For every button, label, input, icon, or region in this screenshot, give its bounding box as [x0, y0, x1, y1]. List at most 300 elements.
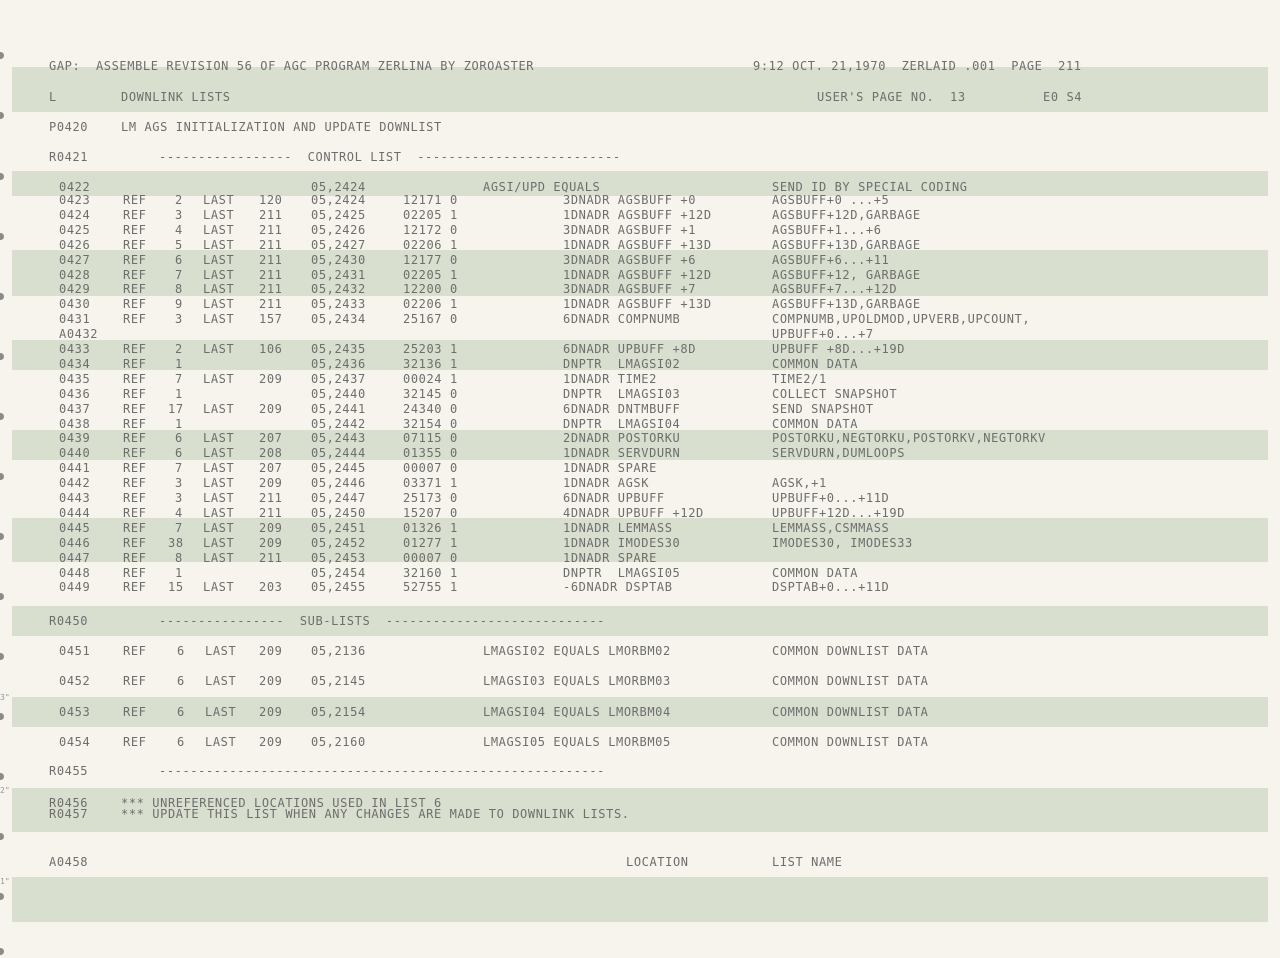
address: 05,2446 [311, 476, 366, 491]
instruction: DNPTR LMAGSI03 [563, 386, 681, 401]
ref-count: 6 [177, 704, 185, 719]
instruction: 6DNADR UPBUFF [563, 491, 665, 505]
listing-row [0, 357, 1280, 371]
last-page: 157 [259, 312, 283, 327]
address: 05,2433 [311, 297, 366, 312]
comment: DSPTAB+0...+11D [772, 580, 890, 595]
listing-row [0, 536, 1280, 550]
instruction: 1DNADR AGSBUFF +12D [563, 267, 712, 282]
comment: AGSBUFF+7...+12D [772, 282, 898, 297]
line-id: 0454 [59, 734, 91, 749]
listing-row [0, 551, 1280, 565]
octal-code: 00007 0 [403, 550, 458, 565]
ref-label: REF [123, 371, 147, 386]
comment: SEND ID BY SPECIAL CODING [772, 180, 968, 194]
margin-mark: 2" [0, 786, 10, 795]
octal-code: 00007 0 [403, 461, 458, 476]
note-text: *** UNREFERENCED LOCATIONS USED IN LIST 6 [121, 796, 442, 810]
ref-count: 3 [175, 491, 183, 505]
last-label: LAST [203, 222, 235, 237]
comment: AGSBUFF+0 ...+5 [772, 193, 890, 207]
margin-mark: 3" [0, 693, 10, 702]
last-page: 211 [259, 252, 283, 267]
ref-label: REF [123, 386, 147, 401]
last-label: LAST [205, 644, 237, 658]
sublist-row [0, 674, 1280, 688]
octal-code: 02205 1 [403, 267, 458, 282]
address: 05,2441 [311, 401, 366, 416]
line-id: R0456 [49, 796, 89, 810]
ref-count: 6 [175, 252, 183, 267]
ref-count: 6 [177, 644, 185, 658]
ref-label: REF [123, 644, 147, 658]
octal-code: 32145 0 [403, 386, 458, 401]
octal-code: 02206 1 [403, 237, 458, 252]
instruction: 1DNADR SPARE [563, 550, 657, 565]
comment: TIME2/1 [772, 371, 827, 386]
last-page: 207 [259, 461, 283, 476]
last-label: LAST [203, 520, 235, 535]
octal-code: 12200 0 [403, 282, 458, 297]
last-label: LAST [203, 401, 235, 416]
last-page: 209 [259, 535, 283, 550]
listing-row [0, 372, 1280, 386]
last-label: LAST [203, 282, 235, 297]
octal-code: 01277 1 [403, 535, 458, 550]
address: 05,2145 [311, 674, 366, 689]
ref-count: 6 [175, 431, 183, 446]
sublist-row [0, 644, 1280, 658]
ref-label: REF [123, 734, 147, 749]
address: 05,2427 [311, 237, 366, 252]
line-id: A0432 [59, 327, 99, 342]
last-page: 211 [259, 267, 283, 282]
ref-count: 1 [175, 386, 183, 401]
instruction: 1DNADR IMODES30 [563, 535, 681, 550]
last-label: LAST [203, 535, 235, 550]
instruction: 6DNADR COMPNUMB [563, 312, 681, 327]
comment: UPBUFF +8D...+19D [772, 342, 906, 356]
comment: AGSBUFF+12D,GARBAGE [772, 207, 921, 222]
listing-row [0, 223, 1280, 237]
octal-code: 32154 0 [403, 416, 458, 431]
ref-label: REF [123, 535, 147, 550]
listing-row [0, 417, 1280, 431]
sublist-row [0, 735, 1280, 749]
listing-row [0, 312, 1280, 326]
sublists-text: ---------------- SUB-LISTS ---------------------------- [159, 614, 606, 628]
comment: UPBUFF+0...+7 [772, 327, 874, 342]
equals-label: AGSI/UPD EQUALS [483, 180, 601, 194]
comment: POSTORKU,NEGTORKU,POSTORKV,NEGTORKV [772, 431, 1046, 446]
last-page: 211 [259, 550, 283, 565]
last-label: LAST [203, 297, 235, 312]
last-label: LAST [203, 252, 235, 267]
section-line [0, 90, 1280, 104]
comment: SEND SNAPSHOT [772, 401, 874, 416]
page-header [0, 59, 1280, 73]
ref-label: REF [123, 491, 147, 505]
ref-count: 6 [177, 674, 185, 689]
listing-row [0, 253, 1280, 267]
line-id: 0427 [59, 252, 91, 267]
last-page: 120 [259, 193, 283, 207]
line-id: A0458 [49, 855, 89, 869]
ref-count: 6 [177, 734, 185, 749]
octal-code: 02205 1 [403, 207, 458, 222]
address: 05,2447 [311, 491, 366, 505]
line-id: R0457 [49, 807, 89, 821]
line-id: 0430 [59, 297, 91, 312]
line-id: 0424 [59, 207, 91, 222]
last-label: LAST [203, 371, 235, 386]
address: 05,2154 [311, 704, 366, 719]
address: 05,2136 [311, 644, 366, 658]
octal-code: 01326 1 [403, 520, 458, 535]
listing-row [0, 491, 1280, 505]
ref-count: 3 [175, 476, 183, 491]
last-page: 209 [259, 734, 283, 749]
comment: COMMON DOWNLIST DATA [772, 734, 929, 749]
ref-label: REF [123, 674, 147, 689]
list-name-label: LIST NAME [772, 855, 843, 869]
comment: AGSBUFF+13D,GARBAGE [772, 297, 921, 312]
octal-code: 12171 0 [403, 193, 458, 207]
ref-label: REF [123, 431, 147, 446]
comment: COMMON DOWNLIST DATA [772, 644, 929, 658]
last-label: LAST [203, 342, 235, 356]
comment: UPBUFF+12D...+19D [772, 505, 906, 520]
last-page: 211 [259, 222, 283, 237]
address: 05,2425 [311, 207, 366, 222]
ref-label: REF [123, 297, 147, 312]
line-id: 0448 [59, 565, 91, 580]
listing-row [0, 476, 1280, 490]
line-id: 0444 [59, 505, 91, 520]
listing-row [0, 431, 1280, 445]
last-page: 209 [259, 644, 283, 658]
last-label: LAST [203, 207, 235, 222]
instruction: 1DNADR AGSBUFF +13D [563, 297, 712, 312]
address: 05,2453 [311, 550, 366, 565]
ref-label: REF [123, 550, 147, 565]
address: 05,2424 [311, 180, 366, 194]
instruction: 1DNADR AGSK [563, 476, 650, 491]
ref-count: 4 [175, 505, 183, 520]
ref-label: REF [123, 461, 147, 476]
octal-code: 25173 0 [403, 491, 458, 505]
last-page: 211 [259, 237, 283, 252]
instruction: LMAGSI03 EQUALS LMORBM03 [483, 674, 671, 689]
ref-count: 4 [175, 222, 183, 237]
last-label: LAST [205, 674, 237, 689]
instruction: 3DNADR AGSBUFF +1 [563, 222, 697, 237]
address: 05,2455 [311, 580, 366, 595]
octal-code: 00024 1 [403, 371, 458, 386]
last-page: 203 [259, 580, 283, 595]
line-id: 0431 [59, 312, 91, 327]
instruction: LMAGSI05 EQUALS LMORBM05 [483, 734, 671, 749]
ref-label: REF [123, 446, 147, 461]
octal-code: 25167 0 [403, 312, 458, 327]
comment: AGSBUFF+12, GARBAGE [772, 267, 921, 282]
instruction: 4DNADR UPBUFF +12D [563, 505, 704, 520]
instruction: 1DNADR LEMMASS [563, 520, 673, 535]
margin-mark: 1" [0, 877, 10, 886]
line-id: 0423 [59, 193, 91, 207]
last-page: 211 [259, 491, 283, 505]
comment: COLLECT SNAPSHOT [772, 386, 898, 401]
address: 05,2444 [311, 446, 366, 461]
last-page: 211 [259, 297, 283, 312]
ref-label: REF [123, 237, 147, 252]
ref-count: 3 [175, 312, 183, 327]
control-line [0, 150, 1280, 164]
address: 05,2452 [311, 535, 366, 550]
address: 05,2451 [311, 520, 366, 535]
line-id: 0425 [59, 222, 91, 237]
listing-row [0, 297, 1280, 311]
octal-code: 52755 1 [403, 580, 458, 595]
comment: SERVDURN,DUMLOOPS [772, 446, 906, 461]
comment: COMMON DOWNLIST DATA [772, 674, 929, 689]
ref-count: 6 [175, 446, 183, 461]
address: 05,2431 [311, 267, 366, 282]
title-line [0, 120, 1280, 134]
last-page: 211 [259, 282, 283, 297]
instruction: 1DNADR SERVDURN [563, 446, 681, 461]
ref-label: REF [123, 401, 147, 416]
ref-label: REF [123, 312, 147, 327]
listing-row [0, 327, 1280, 341]
line-id: 0451 [59, 644, 91, 658]
ref-count: 38 [168, 535, 184, 550]
last-page: 209 [259, 371, 283, 386]
comment: LEMMASS,CSMMASS [772, 520, 890, 535]
sublist-row [0, 705, 1280, 719]
ref-label: REF [123, 356, 147, 371]
ref-label: REF [123, 282, 147, 297]
line-id: 0426 [59, 237, 91, 252]
listing-row [0, 268, 1280, 282]
listing-row [0, 342, 1280, 356]
last-label: LAST [203, 267, 235, 282]
listing-row [0, 566, 1280, 580]
octal-code: 32136 1 [403, 356, 458, 371]
ref-label: REF [123, 520, 147, 535]
ref-label: REF [123, 193, 147, 207]
footer-line [0, 855, 1280, 869]
octal-code: 15207 0 [403, 505, 458, 520]
last-page: 209 [259, 401, 283, 416]
ref-count: 7 [175, 461, 183, 476]
ref-count: 17 [168, 401, 184, 416]
line-id: 0445 [59, 520, 91, 535]
listing-row [0, 446, 1280, 460]
comment: AGSBUFF+6...+11 [772, 252, 890, 267]
comment: AGSBUFF+13D,GARBAGE [772, 237, 921, 252]
last-label: LAST [203, 461, 235, 476]
line-id: 0439 [59, 431, 91, 446]
last-page: 208 [259, 446, 283, 461]
last-label: LAST [203, 491, 235, 505]
header-right: 9:12 OCT. 21,1970 ZERLAID .001 PAGE 211 [753, 59, 1082, 73]
comment: COMMON DATA [772, 565, 859, 580]
octal-code: 25203 1 [403, 342, 458, 356]
title-text: LM AGS INITIALIZATION AND UPDATE DOWNLIST [121, 120, 442, 134]
sublists-line [0, 614, 1280, 628]
octal-code: 03371 1 [403, 476, 458, 491]
ref-count: 15 [168, 580, 184, 595]
section-tag: L [49, 90, 57, 104]
line-id: 0443 [59, 491, 91, 505]
ref-count: 7 [175, 267, 183, 282]
header-left: GAP: ASSEMBLE REVISION 56 OF AGC PROGRAM ZERLINA BY ZOROASTER [49, 59, 535, 73]
address: 05,2430 [311, 252, 366, 267]
instruction: 1DNADR TIME2 [563, 371, 657, 386]
ref-count: 2 [175, 342, 183, 356]
ref-label: REF [123, 580, 147, 595]
ref-count: 5 [175, 237, 183, 252]
line-id: 0452 [59, 674, 91, 689]
line-id: 0434 [59, 356, 91, 371]
listing-row [0, 461, 1280, 475]
comment: UPBUFF+0...+11D [772, 491, 890, 505]
location-label: LOCATION [626, 855, 689, 869]
line-id: R0421 [49, 150, 89, 164]
ref-label: REF [123, 252, 147, 267]
ref-label: REF [123, 207, 147, 222]
section-code: E0 S4 [1043, 90, 1083, 104]
ref-count: 9 [175, 297, 183, 312]
users-page: USER'S PAGE NO. 13 [817, 90, 966, 104]
listing-row [0, 402, 1280, 416]
line-id: 0437 [59, 401, 91, 416]
instruction: 1DNADR AGSBUFF +13D [563, 237, 712, 252]
comment: COMMON DOWNLIST DATA [772, 704, 929, 719]
note-line [0, 807, 1280, 821]
last-label: LAST [203, 446, 235, 461]
line-id: 0449 [59, 580, 91, 595]
last-label: LAST [203, 312, 235, 327]
ref-count: 1 [175, 416, 183, 431]
instruction: LMAGSI04 EQUALS LMORBM04 [483, 704, 671, 719]
last-page: 209 [259, 520, 283, 535]
ref-label: REF [123, 342, 147, 356]
listing-row [0, 506, 1280, 520]
ref-label: REF [123, 505, 147, 520]
last-label: LAST [205, 734, 237, 749]
instruction: -6DNADR DSPTAB [563, 580, 673, 595]
listing-row [0, 387, 1280, 401]
instruction: DNPTR LMAGSI02 [563, 356, 681, 371]
instruction: 1DNADR AGSBUFF +12D [563, 207, 712, 222]
octal-code: 07115 0 [403, 431, 458, 446]
equals-line [0, 180, 1280, 194]
last-label: LAST [203, 237, 235, 252]
octal-code: 02206 1 [403, 297, 458, 312]
ref-label: REF [123, 565, 147, 580]
line-id: 0435 [59, 371, 91, 386]
last-label: LAST [203, 476, 235, 491]
line-id: P0420 [49, 120, 89, 134]
address: 05,2432 [311, 282, 366, 297]
ref-count: 8 [175, 550, 183, 565]
last-page: 211 [259, 505, 283, 520]
last-label: LAST [203, 580, 235, 595]
ref-count: 2 [175, 193, 183, 207]
line-id: R0455 [49, 764, 89, 778]
listing-row [0, 208, 1280, 222]
octal-code: 32160 1 [403, 565, 458, 580]
address: 05,2442 [311, 416, 366, 431]
line-id: 0429 [59, 282, 91, 297]
section-title: DOWNLINK LISTS [121, 90, 231, 104]
address: 05,2437 [311, 371, 366, 386]
comment: COMPNUMB,UPOLDMOD,UPVERB,UPCOUNT, [772, 312, 1031, 327]
address: 05,2424 [311, 193, 366, 207]
instruction: 3DNADR AGSBUFF +7 [563, 282, 697, 297]
last-label: LAST [203, 193, 235, 207]
comment: COMMON DATA [772, 416, 859, 431]
instruction: DNPTR LMAGSI04 [563, 416, 681, 431]
address: 05,2434 [311, 312, 366, 327]
last-page: 106 [259, 342, 283, 356]
line-id: 0446 [59, 535, 91, 550]
octal-code: 12177 0 [403, 252, 458, 267]
line-id: 0428 [59, 267, 91, 282]
comment: COMMON DATA [772, 356, 859, 371]
last-page: 207 [259, 431, 283, 446]
line-id: 0453 [59, 704, 91, 719]
separator-text: --------------------------------------------------------- [159, 764, 606, 778]
line-id: 0441 [59, 461, 91, 476]
instruction: 1DNADR SPARE [563, 461, 657, 476]
last-label: LAST [203, 550, 235, 565]
ref-label: REF [123, 476, 147, 491]
listing-row [0, 193, 1280, 207]
instruction: LMAGSI02 EQUALS LMORBM02 [483, 644, 671, 658]
line-id: 0438 [59, 416, 91, 431]
last-page: 211 [259, 207, 283, 222]
control-text: ----------------- CONTROL LIST -------------------------- [159, 150, 621, 164]
address: 05,2440 [311, 386, 366, 401]
separator-line [0, 764, 1280, 778]
last-label: LAST [203, 505, 235, 520]
instruction: 6DNADR DNTMBUFF [563, 401, 681, 416]
address: 05,2445 [311, 461, 366, 476]
line-id: R0450 [49, 614, 89, 628]
ref-count: 1 [175, 356, 183, 371]
ref-count: 7 [175, 371, 183, 386]
address: 05,2454 [311, 565, 366, 580]
address: 05,2436 [311, 356, 366, 371]
listing-row [0, 580, 1280, 594]
address: 05,2443 [311, 431, 366, 446]
ref-label: REF [123, 416, 147, 431]
last-page: 209 [259, 476, 283, 491]
last-page: 209 [259, 674, 283, 689]
line-id: 0442 [59, 476, 91, 491]
ref-count: 3 [175, 207, 183, 222]
listing-row [0, 521, 1280, 535]
stripe [12, 877, 1268, 922]
note-text: *** UPDATE THIS LIST WHEN ANY CHANGES ARE MADE TO DOWNLINK LISTS. [121, 807, 630, 821]
instruction: DNPTR LMAGSI05 [563, 565, 681, 580]
address: 05,2450 [311, 505, 366, 520]
listing-row [0, 282, 1280, 296]
last-page: 209 [259, 704, 283, 719]
